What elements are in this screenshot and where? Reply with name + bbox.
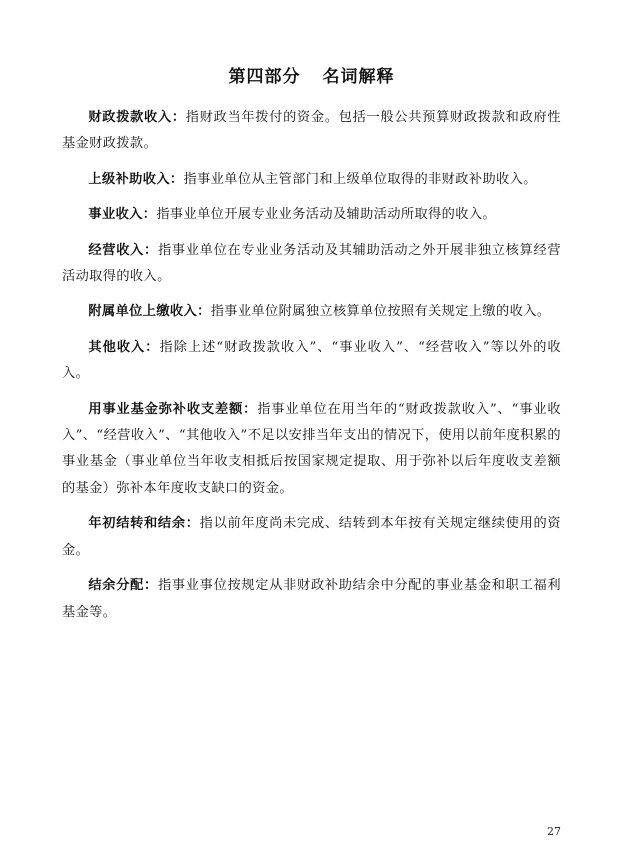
- glossary-entry: [62, 397, 561, 503]
- glossary-definition: 指事业单位在专业业务活动及其辅助活动之外开展非独立核算经营活动取得的收入。: [62, 242, 561, 285]
- glossary-definition: 指以前年度尚未完成、结转到本年按有关规定继续使用的资金。: [62, 516, 561, 558]
- glossary-definition: 指事业单位附属独立核算单位按照有关规定上缴的收入。: [210, 304, 551, 320]
- glossary-entry: [62, 167, 561, 193]
- glossary-definition: 指事业单位在用当年的“财政拨款收入”、“事业收入”、“经营收入”、“其他收入”不足以安排当年支出的情况下，使用以前年度积累的事业基金（事业单位当年收支相抵后按国家规定提取、用于弥补以后年度收支差额的基金）弥补本年度收支缺口的资金。: [62, 401, 561, 496]
- glossary-entry: [62, 511, 561, 564]
- glossary-entry: [62, 105, 561, 158]
- glossary-term: 结余分配：: [88, 578, 158, 594]
- glossary-list: [62, 105, 561, 626]
- glossary-definition: 指财政当年拨付的资金。包括一般公共预算财政拨款和政府性基金财政拨款。: [62, 110, 561, 152]
- glossary-entry: [62, 573, 561, 626]
- glossary-term: 附属单位上缴收入：: [88, 304, 211, 320]
- glossary-term: 年初结转和结余：: [88, 516, 200, 532]
- glossary-definition: 指事业事位按规定从非财政补助结余中分配的事业基金和职工福利基金等。: [62, 578, 561, 620]
- page-title-sub: 名词解释: [322, 67, 395, 87]
- glossary-definition: 指事业单位从主管部门和上级单位取得的非财政补助收入。: [183, 171, 537, 187]
- glossary-term: 事业收入：: [88, 207, 157, 223]
- glossary-term: 其他收入：: [88, 339, 160, 355]
- page-title: [62, 62, 561, 87]
- glossary-definition: 指除上述“财政拨款收入”、“事业收入”、“经营收入”等以外的收入。: [62, 339, 562, 382]
- glossary-definition: 指事业单位开展专业业务活动及辅助活动所取得的收入。: [156, 207, 497, 223]
- glossary-term: 财政拨款收入：: [88, 110, 186, 125]
- glossary-entry: [62, 299, 561, 325]
- glossary-entry: [62, 238, 561, 291]
- page-number: 27: [547, 825, 561, 838]
- glossary-entry: [62, 335, 561, 388]
- glossary-term: 上级补助收入：: [88, 171, 184, 187]
- page-title-main: 第四部分: [228, 67, 301, 87]
- glossary-entry: [62, 202, 561, 228]
- glossary-term: 用事业基金弥补收支差额：: [88, 401, 258, 417]
- glossary-term: 经营收入：: [88, 242, 158, 258]
